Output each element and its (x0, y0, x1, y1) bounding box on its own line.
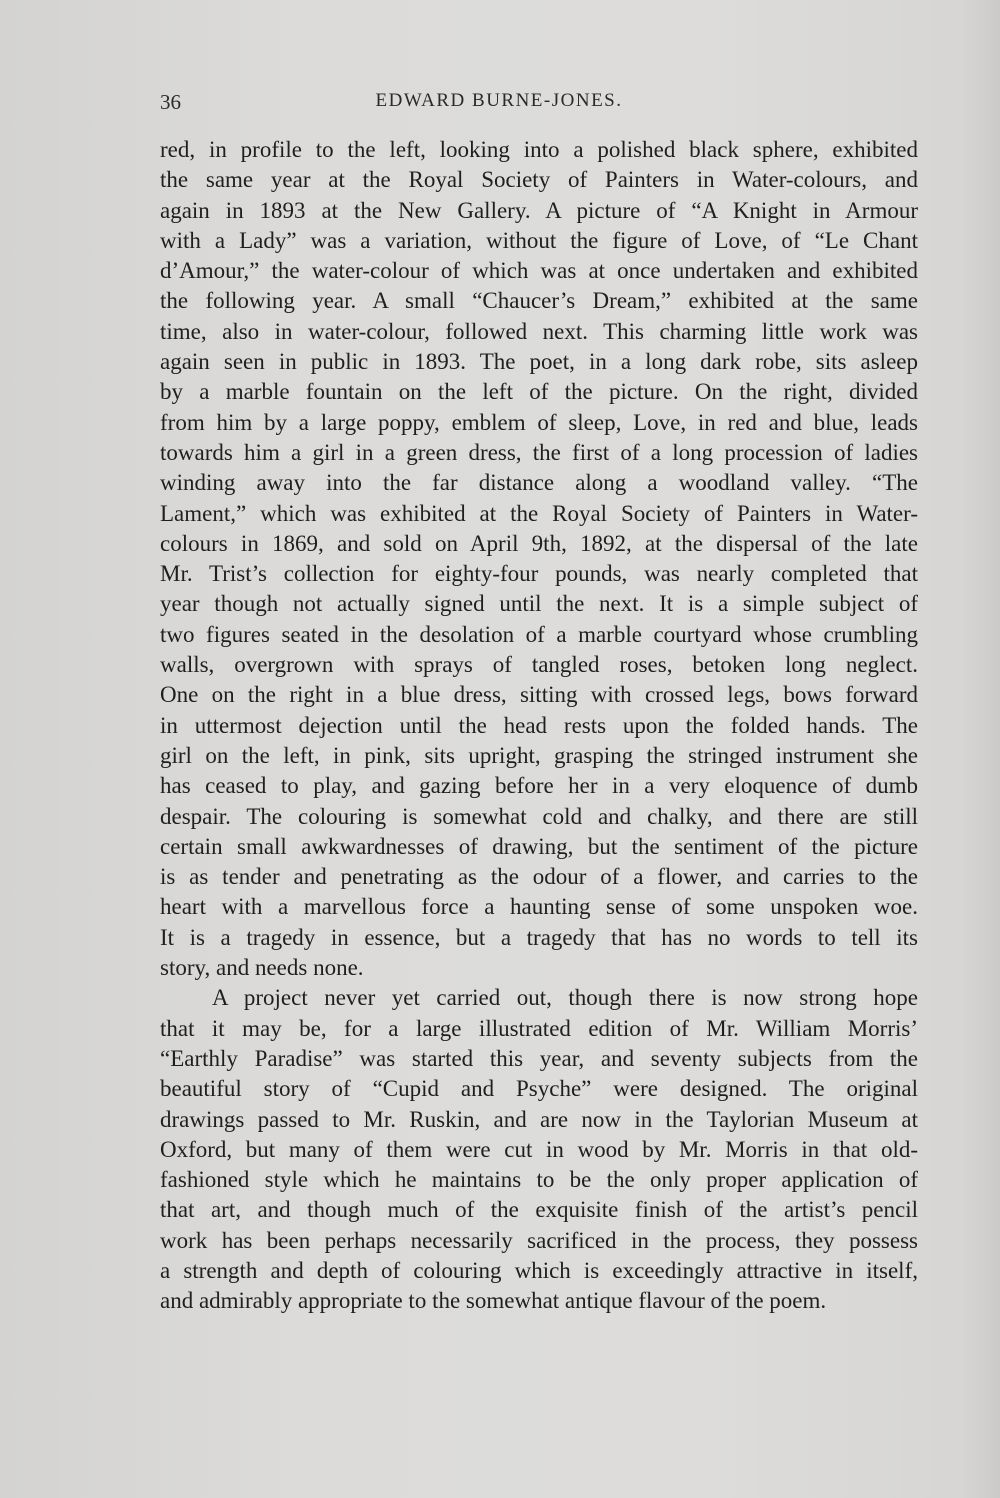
text-line: One on the right in a blue dress, sitting with crossed legs, bows forward (160, 682, 918, 708)
text-line: again seen in public in 1893. The poet, in a long dark robe, sits asleep (160, 349, 918, 375)
text-line: towards him a girl in a green dress, the first of a long procession of ladies (160, 439, 918, 465)
text-line: colours in 1869, and sold on April 9th, 1892, at the dispersal of the late (160, 530, 918, 556)
text-line: is as tender and penetrating as the odour of a flower, and carries to the (160, 864, 918, 890)
text-line: time, also in water-colour, followed next. This charming little work was (160, 318, 918, 344)
text-line: girl on the left, in pink, sits upright, grasping the stringed instrument she (160, 742, 918, 768)
running-title: EDWARD BURNE-JONES. (375, 90, 623, 111)
text-line: It is a tragedy in essence, but a tragedy that has no words to tell its (160, 924, 918, 950)
text-line: a strength and depth of colouring which is exceedingly attractive in itself, (160, 1257, 918, 1283)
text-line: Lament,” which was exhibited at the Royal Society of Painters in Water- (160, 500, 918, 526)
text-line: again in 1893 at the New Gallery. A picture of “A Knight in Armour (160, 197, 918, 223)
text-line: fashioned style which he maintains to be the only proper application of (160, 1167, 918, 1193)
text-line: certain small awkwardnesses of drawing, but the sentiment of the picture (160, 833, 918, 859)
text-line: Mr. Trist’s collection for eighty-four pounds, was nearly completed that (160, 561, 918, 587)
text-line: in uttermost dejection until the head rests upon the folded hands. The (160, 712, 918, 738)
page-number: 36 (160, 90, 181, 114)
text-line: drawings passed to Mr. Ruskin, and are now in the Taylorian Museum at (160, 1106, 918, 1132)
text-line: with a Lady” was a variation, without the figure of Love, of “Le Chant (160, 227, 918, 253)
paragraph (160, 135, 918, 983)
text-line: walls, overgrown with sprays of tangled roses, betoken long neglect. (160, 652, 918, 678)
text-line: work has been perhaps necessarily sacrificed in the process, they possess (160, 1227, 918, 1253)
text-line: story, and needs none. (160, 955, 364, 981)
text-line: heart with a marvellous force a haunting sense of some unspoken woe. (160, 894, 918, 920)
body-text (160, 135, 918, 1317)
text-line: winding away into the far distance along a woodland valley. “The (160, 470, 918, 496)
text-line: has ceased to play, and gazing before her in a very eloquence of dumb (160, 773, 918, 799)
text-line: and admirably appropriate to the somewhat antique flavour of the poem. (160, 1288, 827, 1314)
text-line: d’Amour,” the water-colour of which was at once undertaken and exhibited (160, 258, 918, 284)
text-line: A project never yet carried out, though there is now strong hope (212, 985, 918, 1011)
text-line: the following year. A small “Chaucer’s Dream,” exhibited at the same (160, 288, 918, 314)
text-line: the same year at the Royal Society of Painters in Water-colours, and (160, 167, 918, 193)
text-line: Oxford, but many of them were cut in wood by Mr. Morris in that old- (160, 1136, 918, 1162)
running-head (160, 90, 920, 120)
page-edge-shading (960, 0, 1000, 1498)
text-line: from him by a large poppy, emblem of sleep, Love, in red and blue, leads (160, 409, 918, 435)
text-line: two figures seated in the desolation of a marble courtyard whose crumbling (160, 621, 918, 647)
text-line: red, in profile to the left, looking into a polished black sphere, exhibited (160, 137, 918, 162)
text-line: by a marble fountain on the left of the picture. On the right, divided (160, 379, 918, 405)
paragraph (160, 983, 918, 1316)
text-line: despair. The colouring is somewhat cold and chalky, and there are still (160, 803, 918, 829)
text-line: beautiful story of “Cupid and Psyche” were designed. The original (160, 1076, 918, 1102)
text-line: “Earthly Paradise” was started this year, and seventy subjects from the (160, 1045, 918, 1071)
text-line: that art, and though much of the exquisite finish of the artist’s pencil (160, 1197, 918, 1223)
text-line: that it may be, for a large illustrated edition of Mr. William Morris’ (160, 1015, 918, 1041)
text-line: year though not actually signed until the next. It is a simple subject of (160, 591, 918, 617)
